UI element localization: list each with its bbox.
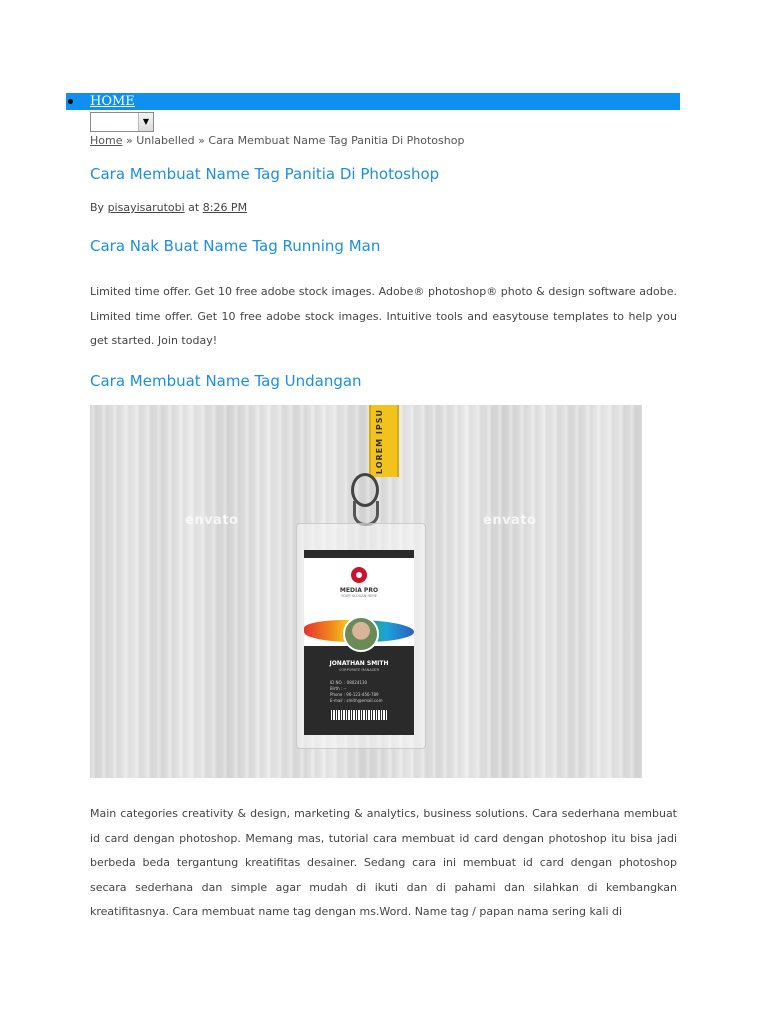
label-select[interactable]	[90, 112, 154, 132]
post-byline	[90, 201, 247, 214]
section-paragraph-2: Main categories creativity & design, marketing & analytics, business solutions. Cara sederhana membuat id card dengan photoshop. Memang mas, tutorial cara membuat id card dengan photoshop itu bisa jadi berbeda beda tergantung kreatifitas desainer. Sedang cara ini membuat id card dengan photoshop secara sederhana dan simple agar mudah di ikuti dan di pahami dan silahkan di kembangkan kreatifitasnya. Cara membuat name tag dengan ms.Word. Name tag / papan nama sering kali di	[90, 807, 677, 918]
barcode-icon	[331, 710, 387, 720]
card-tagline: YOUR SLOGAN HERE	[341, 594, 377, 598]
breadcrumb-category: Unlabelled	[136, 134, 195, 147]
nav-bar	[66, 93, 680, 110]
bullet-icon	[68, 99, 73, 104]
breadcrumb-current: Cara Membuat Name Tag Panitia Di Photoshop	[208, 134, 465, 147]
watermark-right: envato	[483, 513, 537, 528]
section-heading-running-man: Cara Nak Buat Name Tag Running Man	[90, 237, 381, 255]
card-field: Birth : --	[330, 686, 347, 691]
card-person-role: CORPORATE MANAGER	[338, 668, 380, 672]
section-paragraph-1: Limited time offer. Get 10 free adobe stock images. Adobe® photoshop® photo & design software adobe. Limited time offer. Get 10 free adobe stock images. Intuitive tools and easytouse templates to help you get started. Join today!	[90, 285, 677, 347]
id-card	[304, 550, 414, 735]
card-brand: MEDIA PRO	[339, 587, 379, 594]
card-field: E-mail : smith@email.com	[330, 698, 383, 703]
chevron-down-icon[interactable]: ▼	[138, 113, 153, 131]
breadcrumb-separator: »	[194, 134, 209, 147]
card-field: Phone : 96-123-456-789	[330, 692, 379, 697]
post-title: Cara Membuat Name Tag Panitia Di Photoshop	[90, 165, 440, 183]
post-time-link[interactable]: 8:26 PM	[202, 201, 248, 214]
watermark-left: envato	[185, 513, 239, 528]
card-field: ID NO. : 08024130	[330, 680, 368, 685]
breadcrumb	[90, 134, 464, 147]
lanyard-strap	[369, 405, 399, 477]
card-person-name: JONATHAN SMITH	[329, 660, 389, 667]
byline-at: at	[184, 201, 203, 214]
breadcrumb-separator: »	[122, 134, 137, 147]
media-logo-icon	[351, 567, 367, 583]
author-link[interactable]: pisayisarutobi	[107, 201, 185, 214]
nav-home-link[interactable]: HOME	[90, 94, 135, 109]
breadcrumb-home-link[interactable]: Home	[90, 134, 123, 147]
avatar	[343, 616, 379, 652]
id-card-mockup-image	[90, 405, 642, 778]
section-heading-undangan: Cara Membuat Name Tag Undangan	[90, 372, 362, 390]
byline-by: By	[90, 201, 108, 214]
lanyard-label: LOREM IPSU	[375, 409, 384, 475]
card-fields	[330, 680, 382, 704]
